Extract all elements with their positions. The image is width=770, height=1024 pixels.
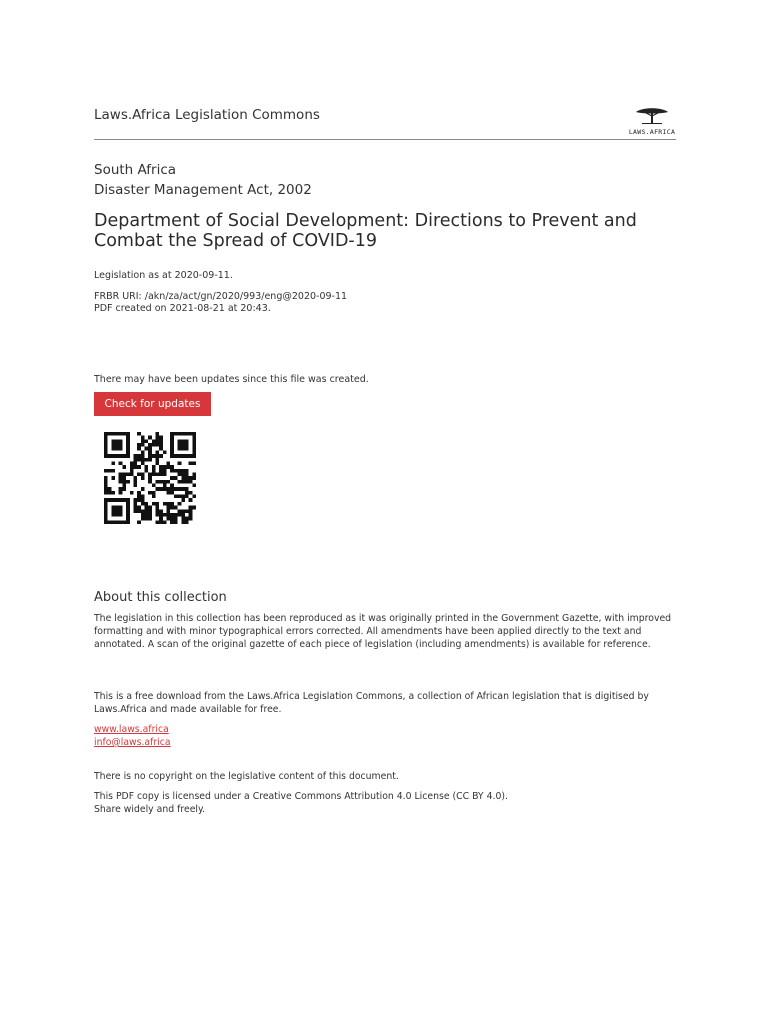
header-divider bbox=[94, 139, 676, 140]
country-label: South Africa bbox=[94, 162, 177, 178]
free-download-text: This is a free download from the Laws.Africa Legislation Commons, a collection of African legislation that is digitised by Laws.Africa and made available for free. bbox=[94, 691, 649, 715]
about-text: The legislation in this collection has been reproduced as it was originally printed in the Government Gazette, with improved formatting and with minor typographical errors corrected. All amendments have been applied directly to the text and annotated. A scan of the original gazette of each piece of legislation (including amendments) is available for reference. bbox=[94, 613, 672, 650]
qr-code-icon[interactable] bbox=[102, 432, 198, 524]
document-page bbox=[94, 0, 676, 1024]
header-title: Laws.Africa Legislation Commons bbox=[94, 107, 320, 123]
license-note: This PDF copy is licensed under a Creative Commons Attribution 4.0 License (CC BY 4.0). bbox=[94, 791, 508, 802]
acacia-tree-icon bbox=[628, 106, 676, 128]
copyright-note: There is no copyright on the legislative content of this document. bbox=[94, 771, 399, 782]
check-for-updates-button[interactable]: Check for updates bbox=[94, 392, 211, 416]
updates-note: There may have been updates since this file was created. bbox=[94, 374, 369, 385]
logo-text: LAWS.AFRICA bbox=[628, 128, 676, 136]
laws-africa-logo bbox=[628, 106, 676, 136]
document-title: Department of Social Development: Directions to Prevent and Combat the Spread of COVID-19 bbox=[94, 211, 637, 251]
pdf-created: PDF created on 2021-08-21 at 20:43. bbox=[94, 303, 271, 314]
share-note: Share widely and freely. bbox=[94, 804, 206, 815]
legislation-as-at: Legislation as at 2020-09-11. bbox=[94, 270, 233, 281]
act-label: Disaster Management Act, 2002 bbox=[94, 182, 312, 198]
frbr-uri: FRBR URI: /akn/za/act/gn/2020/993/eng@2020-09-11 bbox=[94, 291, 348, 302]
website-link[interactable]: www.laws.africa bbox=[94, 724, 169, 735]
email-link[interactable]: info@laws.africa bbox=[94, 737, 171, 748]
about-heading: About this collection bbox=[94, 590, 227, 605]
